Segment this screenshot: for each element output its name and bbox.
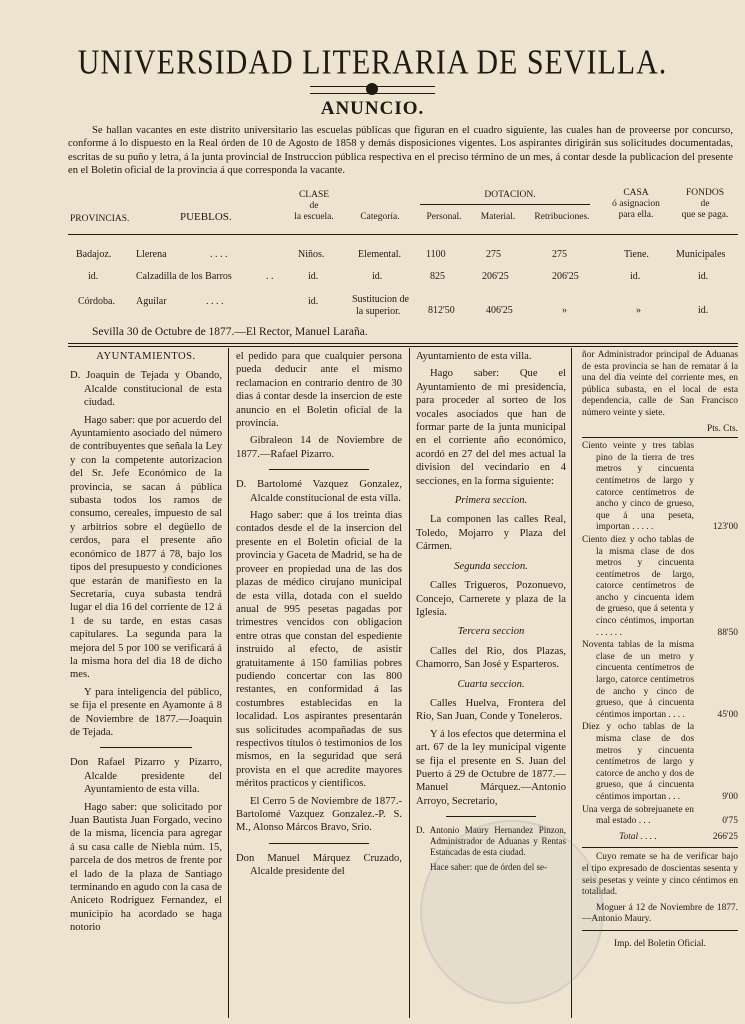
price-item-text: Ciento veinte y tres tablas pino de la tierra de tres metros y cincuenta centímetros de largo y catorce centímetros de ancho y cinco de grueso, que á una peseta, importan . . . . . [582,441,694,533]
price-item [582,722,738,803]
notice-tejada-body: Hago saber: que por acuerdo del Ayuntamiento asociado del número de contribuyentes que señala la Ley y con la competente autorizacion del Sr. Jefe Económico de la provincia, se sacan á pública subasta todos los ramos de consumo, cereales, impuesto de sal y arbitrios sobre el degüello de cerdos, para el presente año económico de 1877 á 78, bajo los tipos del presupuesto y condiciones que estarán de manifiesto en la Secretaría, cuya subasta tendrá lugar el dia 16 del corriente de 12 á 1 de su tarde, en estas casas capitulares. La segunda para la mejora del 5 por 100 se verificará á la misma hora del dia 18 de dicho mes. [70,414,222,681]
row2-categoria: id. [372,271,383,282]
clase-escuela-label: la escuela. [294,212,334,222]
row2-personal: 825 [430,271,445,282]
column-4 [582,350,738,955]
notice-marquez-close: Y á los efectos que determina el art. 67 de la ley municipal vigente se fija el presente en S. Juan del Puerto á 29 de Octubre de 1877.—Manuel Márquez.—Antonio Arroyo, Secretario, [416,728,566,807]
row1-personal: 1100 [426,249,446,260]
price-item-amount: 45'00 [717,709,738,720]
row2-retribuciones: 206'25 [552,271,579,282]
notice-pizarro-cont: el pedido para que cualquier persona pueda deducir ante el mismo reclamacion en contrario dentro de 30 dias á contar desde la insercion de este anuncio en el Boletin oficial de la provincia. [236,351,402,430]
price-item-amount: 88'50 [717,627,738,638]
row3-personal: 812'50 [428,305,455,316]
notice-vazquez-head: D. Bartolomé Vazquez Gonzalez, Alcalde constitucional de esta villa. [236,479,402,504]
row1-provincia: Badajoz. [76,249,112,260]
rector-signature: Sevilla 30 de Octubre de 1877.—El Rector, Manuel Laraña. [92,326,368,338]
clase-de-label: de [309,201,319,211]
price-item-amount: 0'75 [722,816,738,827]
row1-categoria: Elemental. [358,249,402,260]
row1-clase: Niños. [298,249,325,260]
notice-maury-head: D. Antonio Maury Hernandez Pinzon, Administrador de Aduanas y Rentas Estancadas de esta ciudad. [416,825,566,858]
row2-fondos: id. [698,271,709,282]
notice-tejada-head: D. Joaquin de Tejada y Obando, Alcalde constitucional de esta ciudad. [70,370,222,409]
col-header-clase [284,190,344,223]
row1-pueblo: Llerena [136,249,167,260]
column-2 [236,350,402,883]
col-header-casa [604,188,668,221]
price-total-rule [582,847,738,848]
row2-material: 206'25 [482,271,509,282]
notice-marquez-body: Hago saber: Que el Ayuntamiento de mi presidencia, para proceder al sorteo de los vocales asociados que han de formar parte de la junta municipal en el corriente año económico, acordó en 27 del del mes actual la division del vecindario en 4 secciones, en la forma siguiente: [416,368,566,487]
price-total-label: Total . . . . [619,831,657,842]
price-item [582,535,738,639]
row2-clase: id. [308,271,319,282]
price-item [582,640,738,721]
masthead-title: UNIVERSIDAD LITERARIA DE SEVILLA. [77,43,668,82]
notice-maury-start: Hace saber: que de órden del se- [430,862,547,873]
notice-pizarro-close: Gibraleon 14 de Noviembre de 1877.—Rafael Pizarro. [236,435,402,460]
notice-tejada-close: Y para inteligencia del público, se fija el presente en Ayamonte á 8 de Noviembre de 1877.—Joaquin de Tejada. [70,686,222,738]
column-1 [70,350,222,939]
notice-maury-body: ñor Administrador principal de Aduanas de esta provincia se han de rematar á la una del dia veinte del corriente mes, en pública subasta, en el local de esta dependencia, calle de San Francisco número veinte y siete. [582,350,738,418]
row3-pueblo: Aguilar [136,296,167,307]
fondos-de-label: de [700,199,710,209]
imprint-text: Imp. del Boletin Oficial. [614,938,706,949]
row1-material: 275 [486,249,501,260]
casa-label: CASA [623,188,649,198]
section-2-title: Segunda seccion. [454,560,528,572]
ornament-divider [310,86,435,94]
casa-sub-label: ó asignacion [612,199,660,209]
row3-clase: id. [308,296,319,307]
price-total [582,832,738,844]
notice-pizarro-body: Hago saber: que solicitado por Juan Bautista Juan Forgado, vecino de la misma, licencia para agregar á su casa calle de Niebla núm. 15, parcela de dos metros de frente por el lado de la plaza de Santiago terminando en agudo con la casa de Aniceto Rodriguez Fernandez, el municipio ha acordado se haga notorio [70,801,222,934]
price-list-rule [582,437,738,438]
row2-pueblo: Calzadilla de los Barros [136,271,232,282]
pts-cts-label: Pts. Cts. [706,423,738,434]
row1-retribuciones: 275 [552,249,567,260]
row2-casa: id. [630,271,641,282]
casa-sub2-label: para ella. [618,210,654,220]
section-4-body: Calles Huelva, Frontera del Rio, San Juan, Conde y Toneleros. [416,697,566,723]
row3-material: 406'25 [486,305,513,316]
col-header-pueblos: PUEBLOS. [180,211,232,223]
col-header-material: Material. [480,212,516,222]
price-item-text: Noventa tablas de la misma clase de un metro y cincuenta centímetros de largo, catorce centímetros de ancho y cinco de grueso, que á cincuenta céntimos importan . . . . [582,640,694,720]
row3-categoria: Sustitucion de [352,294,409,305]
price-item [582,441,738,534]
col-header-retribuciones: Retribuciones. [534,212,590,222]
fondos-label: FONDOS [685,188,724,198]
row1-dots: . . . . [210,249,228,260]
library-stamp-watermark [420,820,604,1004]
price-item-amount: 9'00 [722,791,738,802]
announcement-heading: ANUNCIO. [320,98,425,119]
notice-marquez-cont: Ayuntamiento de esta villa. [416,351,532,362]
row3-fondos: id. [698,305,709,316]
notice-maury-conditions: Cuyo remate se ha de verificar bajo el tipo expresado de doscientas sesenta y seis pesetas y veinte y cinco céntimos en totalidad. [582,852,738,898]
dotacion-rule [420,204,590,205]
col-header-dotacion: DOTACION. [484,190,536,200]
section-1-body: La componen las calles Real, Toledo, Mojarro y Plaza del Cármen. [416,514,566,553]
notice-vazquez-body: Hago saber: que á los treinta dias contados desde el de la insercion del presente en el Boletin oficial de la provincia y Gaceta de Madrid, se ha de proveer en propiedad una de las dos plazas de médico cirujano municipal de esta villa, dotada con el sueldo anual de 995 pesetas pagadas por trimestres vencidos con obligacion entre otras que constan del espediente instruido al efecto, de asistir gratuitamente á 150 familias pobres pudiendo concertar con las 800 restantes, en conformidad á las costumbres establecidas en la localidad. Los aspirantes presentarán sus solicitudes acompañadas de sus respectivos títulos ó testimonios de los mismos, en la seguridad que será provista en el que acredite mayores méritos practicos y científicos. [236,510,402,790]
col-header-fondos [670,188,740,221]
imprint-rule [582,930,738,931]
row3-dots: . . . . [206,296,224,307]
column-divider-2 [409,348,410,1018]
notice-divider [269,469,369,470]
col-header-personal: Personal. [426,212,462,222]
price-item-text: Una verga de sobrejuanete en mal estado . . . [582,804,694,827]
notice-divider [446,816,536,817]
notice-maury-close: Moguer á 12 de Noviembre de 1877.—Antonio Maury. [582,902,738,925]
row1-casa: Tiene. [624,249,649,260]
price-item-amount: 123'00 [712,522,738,533]
notice-divider [269,843,369,844]
row3-categoria2: la superior. [356,306,401,317]
row3-provincia: Córdoba. [78,296,115,307]
section-1-title: Primera seccion. [454,495,528,507]
price-item-text: Diez y ocho tablas de la misma clase de dos metros y cincuenta centímetros de largo y catorce de ancho y dos de grueso, que á cincuenta céntimos importan . . . [582,722,694,802]
section-4-title: Cuarta seccion. [457,678,525,690]
notice-divider [100,747,191,748]
row2-dots: . . [266,271,274,282]
section-2-body: Calles Trigueros, Pozonuevo, Concejo, Carnerete y plaza de la Iglesia. [416,580,566,618]
table-header-rule [68,234,738,235]
row1-fondos: Municipales [676,249,726,260]
section-3-body: Calles del Rio, dos Plazas, Chamorro, San José y Esparteros. [416,645,566,671]
section-3-title: Tercera seccion [457,626,525,638]
ayuntamientos-heading: AYUNTAMIENTOS. [96,351,196,362]
notice-vazquez-close: El Cerro 5 de Noviembre de 1877.-Bartolomé Vazquez Gonzalez.-P. S. M., Alonso Márcos Bravo, Srio. [236,795,402,834]
row2-provincia: id. [88,271,99,282]
row3-casa: » [636,305,641,316]
col-header-categoria: Categoría. [360,212,400,222]
row3-retribuciones: » [562,305,567,316]
col-header-provincias: PROVINCIAS. [70,214,130,224]
price-item [582,805,738,828]
notice-pizarro-head: Don Rafael Pizarro y Pizarro, Alcalde presidente del Ayuntamiento de esta villa. [70,757,222,796]
column-divider-1 [228,348,229,1018]
column-3 [416,350,566,877]
notice-marquez-head: Don Manuel Márquez Cruzado, Alcalde presidente del [236,852,402,878]
section-rule [68,343,738,344]
intro-paragraph: Se hallan vacantes en este distrito universitario las escuelas públicas que figuran en el cuadro siguiente, las cuales han de proveerse por concurso, conforme á lo dispuesto en la Real órden de 10 de Agosto de 1858 y demás disposiciones vigentes. Los aspirantes dirigirán sus solicitudes documentadas, escritas de su puño y letra, á la junta provincial de Instruccion pública respectiva en el preciso término de un mes, á contar desde la publicacion del presente en el Boletin oficial de la provincia á que corresponda la vacante. [68,125,733,177]
fondos-sub-label: que se paga. [681,210,729,220]
section-rule-2 [68,346,738,347]
price-total-amount: 266'25 [712,831,738,842]
clase-label: CLASE [298,190,330,200]
price-item-text: Ciento diez y ocho tablas de la misma clase de dos metros y cincuenta centímetros de largo, catorce centímetros de ancho y cincuenta idem de grueso, que á setenta y cinco céntimos, importan . . . . . . [582,534,694,638]
